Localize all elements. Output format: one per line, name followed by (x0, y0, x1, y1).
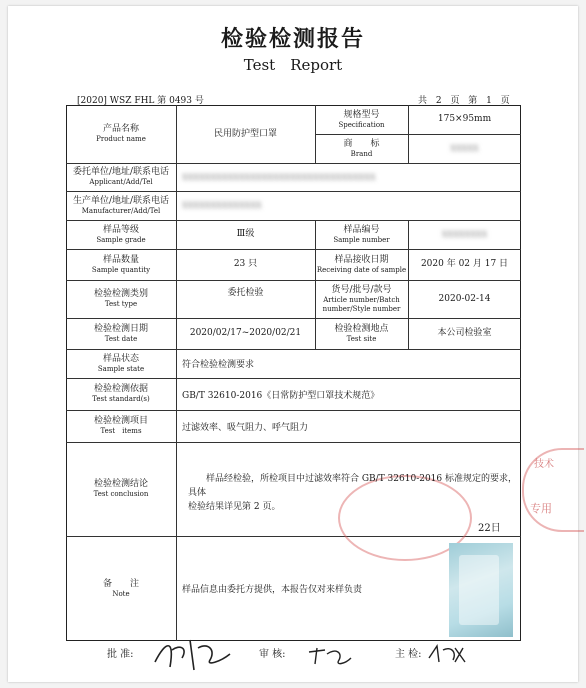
test-site-label: 检验检测地点 Test site (334, 323, 389, 343)
spec-label: 规格型号 Specification (338, 109, 385, 129)
main-test-label: 主 检: (395, 649, 422, 660)
conclusion-date: 22日 (478, 523, 501, 534)
test-date-label: 检验检测日期 Test date (93, 323, 148, 343)
side-stamp-text-bottom: 专用 (530, 502, 552, 515)
conclusion-text: 样品经检验，所检项目中过滤效率符合 GB/T 32610-2016 标准规定的要求，具体 检验结果详见第 2 页。 (188, 474, 517, 512)
brand-value: XXXXX (450, 144, 479, 153)
test-items-value: 过滤效率、吸气阻力、呼气阻力 (182, 422, 309, 433)
conclusion-label: 检验检测结论 Test conclusion (93, 479, 149, 498)
manufacturer-value: XXXXXXXXXXXXXX (182, 201, 262, 210)
receive-date-label: 样品接收日期 Receiving date of sample (316, 254, 407, 274)
report-number: [2020] WSZ FHL 第 0493 号 (77, 96, 204, 106)
reviewer-signature (305, 644, 355, 668)
brand-label: 商 标 Brand (343, 138, 380, 158)
article-number-label: 货号/批号/款号 Article number/Batch number/Style number (322, 284, 401, 313)
note-value: 样品信息由委托方提供，本报告仅对来样负责 (182, 585, 363, 595)
product-name-value: 民用防护型口罩 (213, 128, 277, 139)
side-stamp-text-top: 技术 (534, 459, 554, 470)
manufacturer-label: 生产单位/地址/联系电话 Manufacturer/Add/Tel (72, 195, 170, 215)
quantity-label: 样品数量 Sample quantity (91, 254, 151, 274)
inspector-signature (425, 640, 470, 666)
quantity-value: 23 只 (233, 259, 258, 269)
applicant-value: XXXXXXXXXXXXXXXXXXXXXXXXXXXXXXXXXX (182, 172, 376, 182)
note-label: 备 注 Note (102, 578, 139, 598)
test-type-value: 委托检验 (227, 287, 264, 298)
test-standard-label: 检验检测依据 Test standard(s) (92, 384, 150, 403)
test-date-value: 2020/02/17~2020/02/21 (189, 328, 302, 338)
page-info: 共 2 页 第 1 页 (418, 96, 510, 106)
review-label: 审 核: (259, 649, 286, 660)
sample-state-value: 符合检验检测要求 (182, 360, 255, 370)
applicant-label: 委托单位/地址/联系电话 Applicant/Add/Tel (72, 167, 170, 186)
grade-label: 样品等级 Sample grade (96, 224, 146, 244)
report-title-en: Test Report (243, 56, 343, 74)
sample-number-value: XXXXXXXX (441, 230, 488, 239)
receive-date-value: 2020 年 02 月 17 日 (420, 259, 509, 269)
test-type-label: 检验检测类别 Test type (93, 289, 148, 308)
report-title-cn: 检验检测报告 (220, 26, 365, 52)
spec-value: 175×95mm (437, 114, 492, 124)
test-standard-value: GB/T 32610-2016《日常防护型口罩技术规范》 (182, 390, 380, 401)
test-items-label: 检验检测项目 Test items (93, 416, 148, 435)
test-site-value: 本公司检验室 (437, 328, 492, 338)
sample-number-label: 样品编号 Sample number (333, 224, 390, 244)
product-name-label: 产品名称 Product name (96, 124, 146, 143)
approver-signature (150, 632, 240, 674)
sample-state-label: 样品状态 Sample state (97, 353, 145, 373)
approve-label: 批 准: (107, 649, 134, 660)
grade-value: Ⅲ级 (236, 229, 255, 239)
article-number-value: 2020-02-14 (438, 293, 491, 304)
sample-photo (449, 543, 513, 637)
